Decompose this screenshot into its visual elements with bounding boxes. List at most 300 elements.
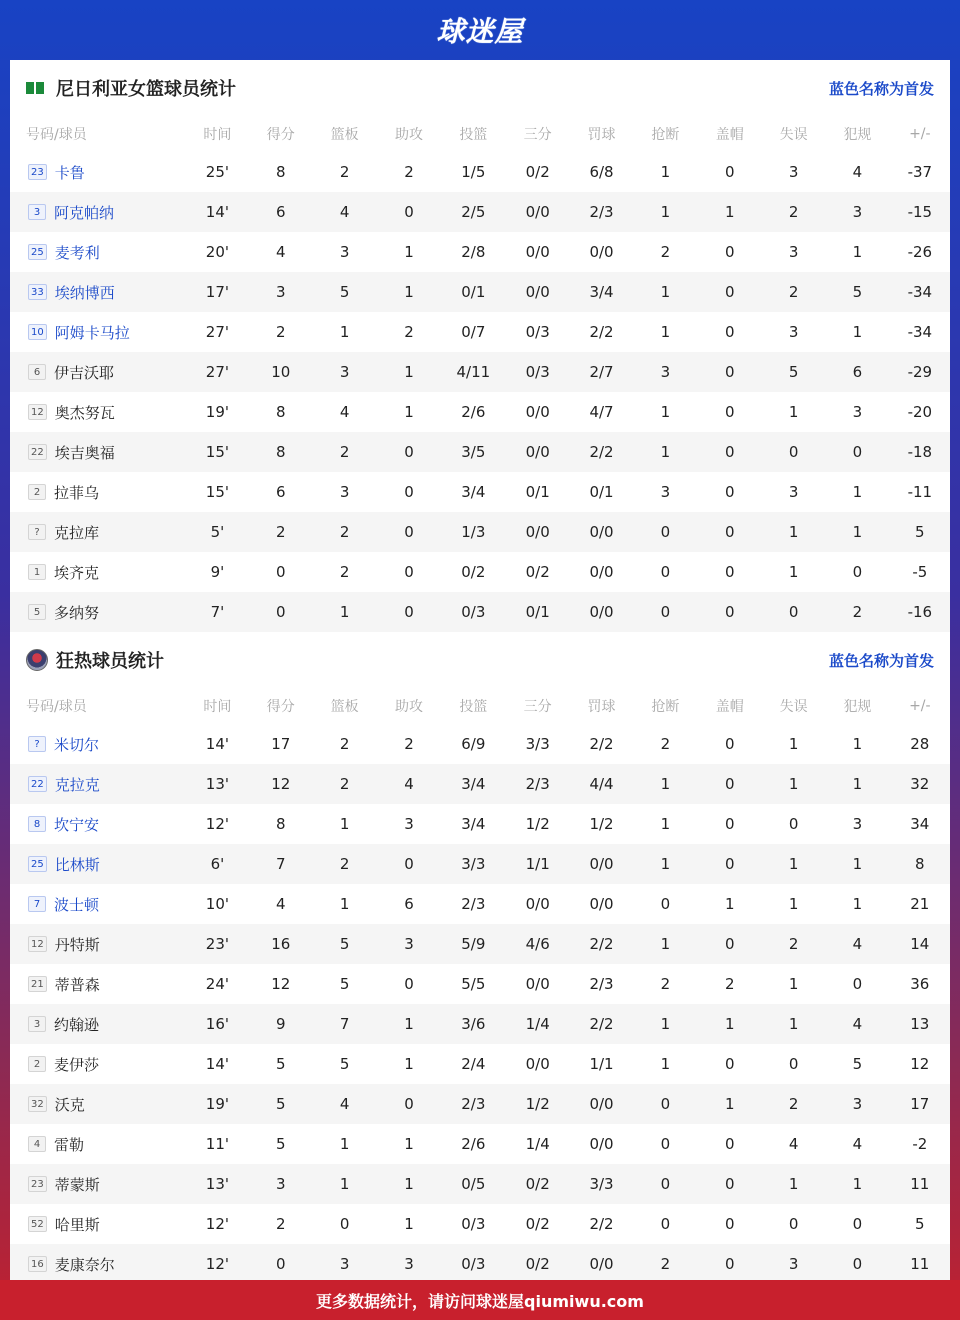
stat-cell: 0 — [724, 163, 735, 181]
stat-cell: 5/5 — [461, 975, 486, 993]
stat-cell: 2 — [339, 563, 350, 581]
stat-cell: 5 — [890, 512, 950, 552]
stat-cell: 1 — [852, 483, 863, 501]
stat-cell: 17 — [271, 735, 291, 753]
player-name: 拉菲乌 — [54, 483, 100, 502]
stat-cell: 27' — [186, 352, 249, 392]
stat-cell: 0/3 — [441, 1244, 505, 1284]
stat-cell: 24' — [205, 975, 230, 993]
stat-cell: 0 — [377, 1084, 441, 1124]
stat-cell: 9 — [249, 1004, 312, 1044]
stat-cell: 2 — [660, 735, 671, 753]
stats-card — [10, 60, 950, 1280]
stat-cell: 0 — [404, 483, 414, 501]
stat-cell: 2/3 — [441, 1084, 505, 1124]
stat-cell: 3 — [788, 483, 799, 501]
stat-cell: 12' — [205, 1215, 230, 1233]
stat-cell: 2/3 — [589, 975, 614, 993]
player-cell — [10, 472, 186, 512]
table-row — [10, 804, 950, 844]
stat-cell: 2/2 — [570, 1004, 633, 1044]
stat-cell: 0/0 — [506, 192, 570, 232]
stat-cell: 0 — [698, 592, 762, 632]
table-row — [10, 1004, 950, 1044]
stat-cell: 4 — [377, 764, 441, 804]
stat-cell: 36 — [910, 975, 930, 993]
stat-cell: 2/6 — [461, 403, 486, 421]
stat-cell: 1 — [762, 512, 825, 552]
stat-cell: 8 — [890, 844, 950, 884]
table-row — [10, 1044, 950, 1084]
nigeria-flag-icon — [26, 82, 46, 94]
player-cell — [10, 232, 186, 272]
stat-cell: 0/1 — [525, 483, 550, 501]
stat-cell: 3/4 — [461, 483, 486, 501]
player-name: 沃克 — [54, 1095, 85, 1114]
table-row — [10, 272, 950, 312]
stat-cell: 2/7 — [570, 352, 633, 392]
jersey-number-badge: 33 — [28, 284, 47, 300]
stat-cell: 0 — [724, 323, 735, 341]
app-header — [0, 0, 960, 60]
stat-cell: 3/6 — [441, 1004, 505, 1044]
jersey-number-badge: 22 — [28, 776, 47, 792]
team-section-nigeria — [10, 60, 950, 632]
stat-cell: 0/3 — [461, 1215, 486, 1233]
stat-cell: 0 — [724, 243, 735, 261]
column-header: 三分 — [523, 127, 552, 143]
stat-cell: 0 — [762, 592, 825, 632]
table-row — [10, 352, 950, 392]
stat-cell: 1 — [660, 815, 671, 833]
jersey-number-badge: 6 — [28, 364, 46, 380]
stat-cell: 3/3 — [570, 1164, 633, 1204]
player-stats-table — [10, 688, 950, 1284]
jersey-number-badge: 4 — [28, 1136, 46, 1152]
table-header-row — [10, 116, 950, 152]
stat-cell: 3 — [377, 1244, 441, 1284]
stat-cell: 14' — [205, 735, 230, 753]
player-name: 埃吉奥福 — [54, 443, 115, 462]
stat-cell: 1/4 — [525, 1135, 550, 1153]
stat-cell: 5 — [275, 1135, 286, 1153]
table-row — [10, 1164, 950, 1204]
stat-cell: 3 — [339, 243, 350, 261]
stat-cell: 16 — [249, 924, 312, 964]
stat-cell: 0/3 — [441, 592, 505, 632]
column-header: 篮板 — [330, 699, 359, 715]
stat-cell: 3 — [852, 815, 863, 833]
stat-cell: 0/0 — [589, 243, 614, 261]
stat-cell: 0 — [698, 512, 762, 552]
stat-cell: 8 — [275, 815, 286, 833]
player-name: 卡鲁 — [54, 163, 85, 182]
stat-cell: 2 — [312, 512, 376, 552]
stat-cell: 0/2 — [525, 1215, 550, 1233]
stat-cell: 14 — [890, 924, 950, 964]
stat-cell: 3 — [825, 1084, 889, 1124]
stat-cell: 1 — [660, 403, 671, 421]
jersey-number-badge: 23 — [28, 1176, 47, 1192]
player-name: 波士顿 — [54, 895, 100, 914]
stat-cell: 0 — [852, 1215, 863, 1233]
stat-cell: 0 — [698, 272, 762, 312]
stat-cell: 0/2 — [461, 563, 486, 581]
stat-cell: 1 — [825, 512, 889, 552]
stat-cell: 0/0 — [525, 1055, 550, 1073]
jersey-number-badge: 7 — [28, 896, 46, 912]
stat-cell: 2/2 — [589, 323, 614, 341]
stat-cell: 1 — [339, 1135, 350, 1153]
jersey-number-badge: 21 — [28, 976, 47, 992]
stat-cell: 1 — [312, 1164, 376, 1204]
stat-cell: 0 — [724, 1135, 735, 1153]
jersey-number-badge: 12 — [28, 936, 47, 952]
stat-cell: 21 — [910, 895, 930, 913]
player-cell — [10, 392, 186, 432]
stat-cell: 3 — [788, 163, 799, 181]
player-name: 丹特斯 — [54, 935, 100, 954]
stat-cell: 5 — [339, 975, 350, 993]
stat-cell: 1 — [404, 1215, 414, 1233]
stat-cell: 1 — [404, 243, 414, 261]
stat-cell: 2/2 — [570, 924, 633, 964]
stat-cell: -18 — [890, 432, 950, 472]
stat-cell: 0 — [660, 1215, 671, 1233]
stat-cell: 1 — [852, 323, 863, 341]
stat-cell: -34 — [890, 272, 950, 312]
stat-cell: 0 — [633, 1164, 697, 1204]
stat-cell: 4 — [852, 1135, 863, 1153]
stat-cell: 2 — [339, 163, 350, 181]
stat-cell: 0 — [404, 563, 414, 581]
column-header: 罚球 — [587, 127, 616, 143]
jersey-number-badge: 25 — [28, 244, 47, 260]
stat-cell: 0/0 — [506, 512, 570, 552]
stat-cell: 1/1 — [506, 844, 570, 884]
stat-cell: 2 — [275, 323, 286, 341]
stat-cell: 0/0 — [589, 895, 614, 913]
stat-cell: 2/2 — [589, 1215, 614, 1233]
stat-cell: 2/3 — [461, 895, 486, 913]
stat-cell: 5 — [312, 924, 376, 964]
jersey-number-badge: 23 — [28, 164, 47, 180]
column-header: 犯规 — [843, 127, 872, 143]
player-cell — [10, 764, 186, 804]
stat-cell: 9' — [210, 563, 225, 581]
player-cell — [10, 1004, 186, 1044]
stat-cell: 10 — [249, 352, 312, 392]
table-row — [10, 152, 950, 192]
table-row — [10, 472, 950, 512]
stat-cell: 2 — [339, 735, 350, 753]
stat-cell: 1 — [762, 764, 825, 804]
player-name: 约翰逊 — [54, 1015, 100, 1034]
stat-cell: 3/4 — [441, 764, 505, 804]
stat-cell: 1/2 — [506, 1084, 570, 1124]
stat-cell: 12 — [249, 764, 312, 804]
stat-cell: 3 — [633, 352, 697, 392]
stat-cell: 1 — [339, 323, 350, 341]
stat-cell: 0/7 — [461, 323, 486, 341]
stat-cell: 11 — [890, 1164, 950, 1204]
column-header: 失误 — [779, 699, 808, 715]
player-cell — [10, 152, 186, 192]
jersey-number-badge: 2 — [28, 1056, 46, 1072]
player-name: 比林斯 — [54, 855, 100, 874]
player-cell — [10, 1044, 186, 1084]
stat-cell: 3 — [825, 192, 889, 232]
stat-cell: 0/0 — [506, 432, 570, 472]
jersey-number-badge: 3 — [28, 204, 46, 220]
stat-cell: 3/3 — [441, 844, 505, 884]
table-header-row — [10, 688, 950, 724]
stat-cell: 0 — [404, 975, 414, 993]
stat-cell: 0 — [633, 1084, 697, 1124]
stat-cell: 2/5 — [441, 192, 505, 232]
stat-cell: 19' — [186, 1084, 249, 1124]
player-cell — [10, 1164, 186, 1204]
player-name: 麦康奈尔 — [54, 1255, 115, 1274]
player-name: 埃纳博西 — [54, 283, 115, 302]
stat-cell: 2 — [404, 735, 414, 753]
stat-cell: 1 — [633, 1004, 697, 1044]
stat-cell: 4/7 — [589, 403, 614, 421]
stat-cell: -11 — [907, 483, 933, 501]
stat-cell: 0 — [724, 563, 735, 581]
stat-cell: 1 — [852, 735, 863, 753]
stat-cell: 0 — [660, 563, 671, 581]
jersey-number-badge: 32 — [28, 1096, 47, 1112]
stat-cell: -2 — [912, 1135, 928, 1153]
stat-cell: 5 — [915, 1215, 925, 1233]
stat-cell: 2/3 — [570, 192, 633, 232]
table-row — [10, 232, 950, 272]
table-row — [10, 964, 950, 1004]
stat-cell: 0 — [852, 975, 863, 993]
stat-cell: 1/3 — [441, 512, 505, 552]
stat-cell: 1/1 — [589, 1055, 614, 1073]
player-name: 哈里斯 — [54, 1215, 100, 1234]
stat-cell: 0 — [660, 895, 671, 913]
stat-cell: 5 — [339, 1055, 350, 1073]
stat-cell: 5 — [312, 272, 376, 312]
player-stats-table — [10, 116, 950, 632]
stat-cell: 0 — [698, 844, 762, 884]
stat-cell: 11 — [890, 1244, 950, 1284]
jersey-number-badge: 52 — [28, 1216, 47, 1232]
player-cell — [10, 192, 186, 232]
stat-cell: 1 — [660, 323, 671, 341]
stat-cell: 2 — [660, 975, 671, 993]
stat-cell: 15' — [205, 483, 230, 501]
stat-cell: 2/4 — [461, 1055, 486, 1073]
player-name: 埃齐克 — [54, 563, 100, 582]
table-row — [10, 512, 950, 552]
stat-cell: -29 — [890, 352, 950, 392]
column-header: 篮板 — [330, 127, 359, 143]
stat-cell: 0 — [788, 1215, 799, 1233]
starter-legend-note: 蓝色名称为首发 — [828, 651, 934, 670]
stat-cell: 3/4 — [461, 815, 486, 833]
stat-cell: 1 — [698, 1004, 762, 1044]
stat-cell: 4 — [339, 403, 350, 421]
stat-cell: 1/4 — [506, 1004, 570, 1044]
stat-cell: 0/0 — [570, 1084, 633, 1124]
stat-cell: 3 — [762, 1244, 825, 1284]
column-header: 得分 — [266, 127, 295, 143]
table-row — [10, 1084, 950, 1124]
stat-cell: 0 — [724, 735, 735, 753]
stat-cell: -5 — [912, 563, 928, 581]
jersey-number-badge: 25 — [28, 856, 47, 872]
stat-cell: 2 — [762, 192, 825, 232]
table-row — [10, 552, 950, 592]
stat-cell: 2 — [312, 844, 376, 884]
stat-cell: 2 — [312, 432, 376, 472]
stat-cell: -26 — [907, 243, 933, 261]
table-row — [10, 1204, 950, 1244]
stat-cell: 1 — [852, 243, 863, 261]
stat-cell: 0/3 — [506, 352, 570, 392]
stat-cell: 0 — [724, 483, 735, 501]
stat-cell: 0/2 — [525, 563, 550, 581]
stat-cell: 4 — [825, 1004, 889, 1044]
stat-cell: 16' — [186, 1004, 249, 1044]
stat-cell: 25' — [205, 163, 230, 181]
stat-cell: -16 — [890, 592, 950, 632]
stat-cell: -34 — [907, 323, 933, 341]
stat-cell: 1 — [633, 432, 697, 472]
stat-cell: 14' — [205, 1055, 230, 1073]
player-cell — [10, 1084, 186, 1124]
player-cell — [10, 592, 186, 632]
stat-cell: 6' — [186, 844, 249, 884]
table-row — [10, 1244, 950, 1284]
stat-cell: 0/0 — [589, 1135, 614, 1153]
stat-cell: 1 — [698, 1084, 762, 1124]
stat-cell: 0 — [852, 563, 863, 581]
stat-cell: 4/6 — [506, 924, 570, 964]
stat-cell: 1 — [377, 1164, 441, 1204]
stat-cell: 0 — [377, 844, 441, 884]
stat-cell: 0/1 — [441, 272, 505, 312]
stat-cell: 5 — [275, 1055, 286, 1073]
stat-cell: 12 — [910, 1055, 930, 1073]
stat-cell: 0 — [825, 1244, 889, 1284]
stat-cell: 1/2 — [589, 815, 614, 833]
stat-cell: 0/2 — [525, 163, 550, 181]
stat-cell: 0/0 — [525, 403, 550, 421]
column-header: 盖帽 — [715, 699, 744, 715]
stat-cell: 8 — [275, 163, 286, 181]
stat-cell: 0 — [377, 592, 441, 632]
stat-cell: 4 — [275, 243, 286, 261]
column-header: 罚球 — [587, 699, 616, 715]
stat-cell: 3 — [312, 352, 376, 392]
stat-cell: 0 — [788, 815, 799, 833]
column-header: 投篮 — [459, 127, 488, 143]
stat-cell: 2 — [724, 975, 735, 993]
stat-cell: 0/3 — [525, 323, 550, 341]
stat-cell: 1 — [633, 764, 697, 804]
stat-cell: 3/3 — [525, 735, 550, 753]
player-name: 阿克帕纳 — [54, 203, 115, 222]
stat-cell: 14' — [186, 192, 249, 232]
fever-team-logo-icon — [26, 649, 48, 671]
table-row — [10, 432, 950, 472]
stat-cell: 1 — [633, 844, 697, 884]
stat-cell: 10' — [205, 895, 230, 913]
stat-cell: 2 — [312, 764, 376, 804]
player-name: 米切尔 — [54, 735, 100, 754]
stat-cell: 4 — [312, 192, 376, 232]
stat-cell: 0 — [698, 432, 762, 472]
player-name: 伊吉沃耶 — [54, 363, 115, 382]
starter-legend-note: 蓝色名称为首发 — [828, 79, 934, 98]
stat-cell: 1 — [660, 163, 671, 181]
stat-cell: 2/2 — [570, 432, 633, 472]
table-row — [10, 724, 950, 764]
stat-cell: 0/2 — [506, 1164, 570, 1204]
stat-cell: 6/9 — [461, 735, 486, 753]
stat-cell: 0 — [660, 1135, 671, 1153]
stat-cell: 3/4 — [570, 272, 633, 312]
jersey-number-badge: 10 — [28, 324, 47, 340]
stat-cell: 1 — [339, 895, 350, 913]
stat-cell: 20' — [205, 243, 230, 261]
stat-cell: 0 — [377, 512, 441, 552]
stat-cell: 1 — [339, 815, 350, 833]
stat-cell: 5/9 — [441, 924, 505, 964]
player-cell — [10, 844, 186, 884]
stat-cell: 4 — [275, 895, 286, 913]
stat-cell: 1 — [633, 192, 697, 232]
stat-cell: 1 — [377, 272, 441, 312]
stat-cell: 0 — [698, 352, 762, 392]
stat-cell: 2 — [275, 1215, 286, 1233]
stat-cell: 17' — [186, 272, 249, 312]
stat-cell: 8 — [275, 403, 286, 421]
player-cell — [10, 924, 186, 964]
stat-cell: 1 — [762, 1004, 825, 1044]
column-header: 时间 — [203, 699, 232, 715]
jersey-number-badge: 8 — [28, 816, 46, 832]
section-title: 尼日利亚女篮球员统计 — [56, 79, 236, 100]
stat-cell: 1 — [404, 1055, 414, 1073]
player-name: 雷勒 — [54, 1135, 85, 1154]
player-name: 蒂蒙斯 — [54, 1175, 100, 1194]
stat-cell: -20 — [907, 403, 933, 421]
stat-cell: 0 — [633, 512, 697, 552]
stat-cell: 0/0 — [506, 272, 570, 312]
table-row — [10, 592, 950, 632]
stat-cell: 0/0 — [525, 975, 550, 993]
stat-cell: 13 — [890, 1004, 950, 1044]
stat-cell: 3 — [660, 483, 671, 501]
table-row — [10, 1124, 950, 1164]
column-header: 抢断 — [651, 127, 680, 143]
stat-cell: 5 — [762, 352, 825, 392]
column-header: 号码/球员 — [26, 699, 87, 715]
section-header — [10, 632, 950, 688]
stat-cell: 0/0 — [525, 243, 550, 261]
table-row — [10, 884, 950, 924]
stat-cell: 4 — [852, 163, 863, 181]
stat-cell: 2 — [660, 243, 671, 261]
stat-cell: 15' — [186, 432, 249, 472]
stat-cell: 3 — [788, 323, 799, 341]
